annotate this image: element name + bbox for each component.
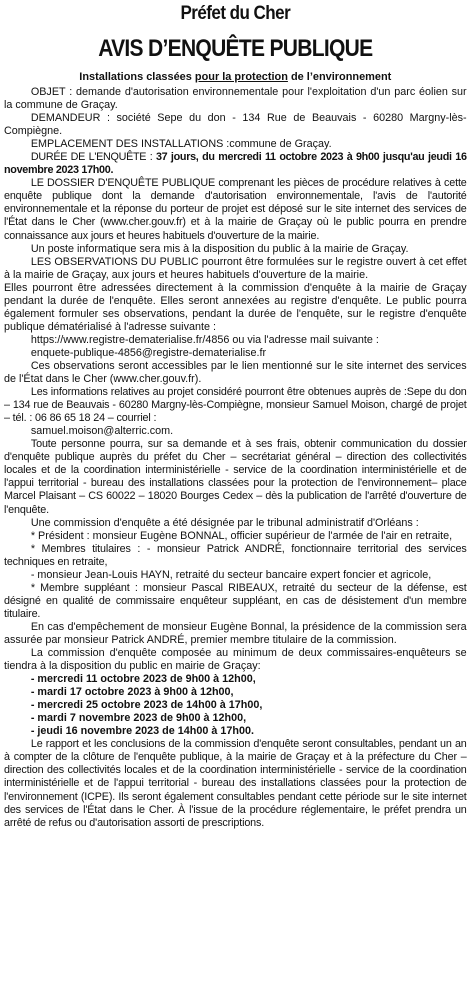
- paragraph-rapport: Le rapport et les conclusions de la commission d'enquête seront consultables, pendant un an à compter de la clôture de l'enquête publique, à la mairie de Graçay et à la préfecture du Cher –direction des collectivités locales et de la coordination interministérielle - service de la coordination interministérielle et de l'appui territorial - bureau des installations classées pour la protection de l'environnement (ICPE). Ils seront également consultables pendant cette période sur le site internet des services de l'État dans le Cher. À l'issue de la procédure réglementaire, le préfet prendra un arrêté de refus ou d'autorisation assorti de prescriptions.: [3, 738, 467, 829]
- paragraph-commission: Une commission d'enquête a été désignée par le tribunal administratif d'Orléans :: [30, 516, 419, 529]
- paragraph-observations-detail: Elles pourront être adressées directement à la commission d'enquête à la mairie de Graçay pendant la durée de l'enquête. Elles seront annexées au registre d'enquête. Le public pourra également formuler ses observations, pendant la durée de l'enquête, sur le registre d'enquête publique dématérialisé à l'adresse suivante :: [3, 281, 467, 333]
- duree-label: DURÉE DE L'ENQUÊTE :: [30, 151, 156, 164]
- registre-url-line: https://www.registre-dematerialise.fr/4856 ou via l'adresse mail suivante :: [30, 333, 379, 346]
- paragraph-observations: LES OBSERVATIONS DU PUBLIC pourront être formulées sur le registre ouvert à cet effet à la mairie de Graçay, aux jours et heures habituels d'ouverture de la mairie.: [3, 255, 467, 281]
- paragraph-dossier: LE DOSSIER D'ENQUÊTE PUBLIQUE comprenant les pièces de procédure relatives à cette enquête publique dont la demande d'autorisation environnementale, l'avis de l'autorité environnementale et la réponse du porteur de projet est déposé sur le site internet des services de l'État dans le Cher (www.cher.gouv.fr) et à la mairie de Graçay où le public pourra en prendre connaissance aux jours et heures habituels d'ouverture de la mairie.: [3, 177, 467, 242]
- subtitle-prefix: Installations classées: [79, 71, 195, 83]
- paragraph-suppleant: * Membre suppléant : monsieur Pascal RIBEAUX, retraité du secteur de la défense, est désigné en qualité de commissaire enquêteur suppléant, en cas de désistement d'un membre titulaire.: [3, 581, 467, 620]
- paragraph-titulaires: * Membres titulaires : - monsieur Patrick ANDRÉ, fonctionnaire territorial des services techniques en retraite,: [3, 542, 467, 568]
- subtitle-underlined: pour la protection: [194, 71, 288, 83]
- permanence-dates-list: [4, 673, 467, 738]
- registre-email-line: enquete-publique-4856@registre-dematerialise.fr: [30, 346, 267, 359]
- permanence-date: - mardi 17 octobre 2023 à 9h00 à 12h00,: [30, 686, 234, 699]
- paragraph-permanences: La commission d'enquête composée au minimum de deux commissaires-enquêteurs se tiendra à la disposition du public en mairie de Graçay:: [3, 647, 467, 673]
- notice-title: AVIS D’ENQUÊTE PUBLIQUE: [98, 35, 373, 62]
- paragraph-poste: Un poste informatique sera mis à la disposition du public à la mairie de Graçay.: [30, 242, 409, 255]
- paragraph-emplacement: EMPLACEMENT DES INSTALLATIONS :commune de Graçay.: [30, 138, 332, 151]
- paragraph-duree: [4, 151, 467, 177]
- paragraph-objet: OBJET : demande d'autorisation environnementale pour l'exploitation d'un parc éolien sur la commune de Graçay.: [3, 86, 467, 112]
- paragraph-empechement: En cas d'empêchement de monsieur Eugène Bonnal, la présidence de la commission sera assurée par monsieur Patrick ANDRÉ, premier membre titulaire de la commission.: [3, 620, 467, 646]
- paragraph-demandeur: DEMANDEUR : société Sepe du don - 134 Rue de Beauvais - 60280 Margny-lès-Compiègne.: [3, 112, 467, 138]
- notice-subtitle: [4, 70, 467, 84]
- paragraph-accessibles: Ces observations seront accessibles par le lien mentionné sur le site internet des services de l'État dans le Cher (www.cher.gouv.fr).: [3, 359, 467, 386]
- paragraph-communication: Toute personne pourra, sur sa demande et à ses frais, obtenir communication du dossier d'enquête publique auprès du préfet du Cher – secrétariat général – direction des collectivités locales et de la coordination interministérielle - service de la coordination interministérielle et de l'appui territorial - bureau des installations classées pour la protection de l'environnement– place Marcel Plaisant – CS 60022 – 18020 Bourges Cedex – dès la publication de l'arrêté d'ouverture de l'enquête.: [3, 438, 467, 516]
- paragraph-hayn: - monsieur Jean-Louis HAYN, retraité du secteur bancaire expert foncier et agricole,: [30, 568, 432, 581]
- subtitle-suffix: de l’environnement: [287, 71, 392, 83]
- permanence-date: - mardi 7 novembre 2023 de 9h00 à 12h00,: [30, 712, 247, 725]
- permanence-date: - jeudi 16 novembre 2023 de 14h00 à 17h00.: [30, 725, 254, 738]
- paragraph-informations: Les informations relatives au projet considéré pourront être obtenues auprès de :Sepe du don – 134 rue de Beauvais - 60280 Margny-lès-Compiègne, monsieur Samuel Moison, chargé de projet – tél. : 06 86 65 18 24 – courriel :: [3, 386, 467, 425]
- prefet-heading: Préfet du Cher: [180, 3, 291, 24]
- contact-email-line: samuel.moison@alterric.com.: [30, 425, 174, 438]
- permanence-date: - mercredi 11 octobre 2023 de 9h00 à 12h00,: [30, 673, 256, 686]
- permanence-date: - mercredi 25 octobre 2023 de 14h00 à 17h00,: [30, 699, 263, 712]
- duree-value: 37 jours, du mercredi 11 octobre 2023 à 9h00 jusqu'au jeudi 16 novembre 2023 17h00.: [3, 151, 467, 177]
- paragraph-president: * Président : monsieur Eugène BONNAL, officier supérieur de l'armée de l'air en retraite,: [30, 529, 453, 542]
